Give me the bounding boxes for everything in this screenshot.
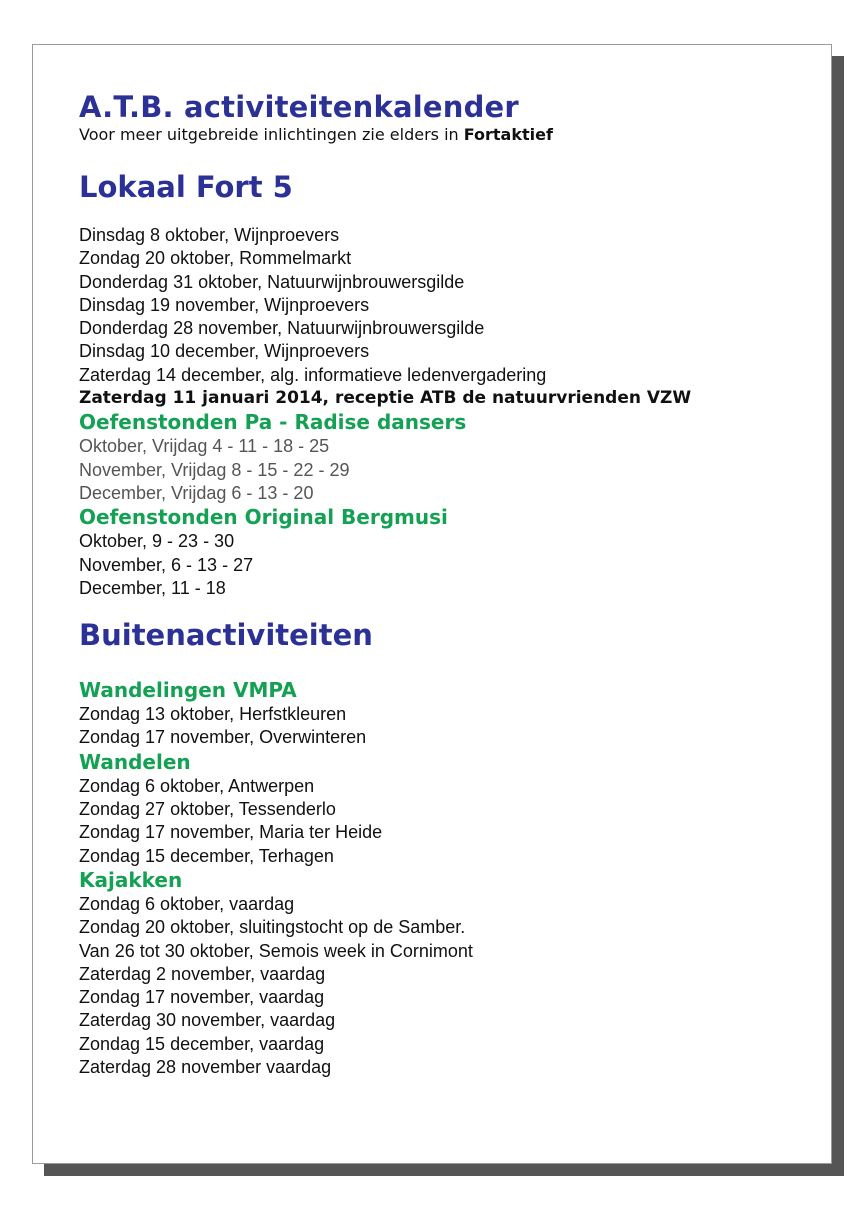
subheading-wandelen: Wandelen: [79, 749, 191, 774]
list-item: Zondag 20 oktober, Rommelmarkt: [79, 248, 352, 269]
list-item: Oktober, 9 - 23 - 30: [79, 531, 235, 552]
subheading-kajakken: Kajakken: [79, 867, 183, 892]
list-item: Zondag 20 oktober, sluitingstocht op de Samber.: [79, 917, 466, 938]
wandelen-list: [79, 775, 801, 868]
page-title: A.T.B. activiteitenkalender: [79, 90, 519, 124]
list-item: Dinsdag 10 december, Wijnproevers: [79, 341, 370, 362]
subheading-bergmusi: Oefenstonden Original Bergmusi: [79, 505, 448, 530]
document-page: [32, 44, 832, 1164]
radise-list: [79, 435, 801, 505]
subtitle: [79, 125, 801, 145]
list-item: Zaterdag 30 november, vaardag: [79, 1010, 336, 1031]
list-item: Donderdag 31 oktober, Natuurwijnbrouwersgilde: [79, 271, 465, 292]
list-item: Zaterdag 2 november, vaardag: [79, 963, 326, 984]
kajakken-list: [79, 893, 801, 1079]
highlight-item: Zaterdag 11 januari 2014, receptie ATB de natuurvrienden VZW: [79, 388, 692, 409]
subheading-vmpa: Wandelingen VMPA: [79, 678, 297, 703]
list-item: Oktober, Vrijdag 4 - 11 - 18 - 25: [79, 436, 330, 457]
list-item: Dinsdag 19 november, Wijnproevers: [79, 294, 370, 315]
list-item: Zondag 6 oktober, Antwerpen: [79, 775, 315, 796]
list-item: Zondag 17 november, vaardag: [79, 987, 325, 1008]
list-item: Zondag 15 december, Terhagen: [79, 845, 334, 866]
subtitle-publication: Fortaktief: [463, 125, 553, 144]
list-item: Zaterdag 14 december, alg. informatieve ledenvergadering: [79, 364, 547, 385]
page-content: [79, 89, 801, 1079]
list-item: Zaterdag 28 november vaardag: [79, 1057, 332, 1078]
bergmusi-list: [79, 530, 801, 600]
section-heading-buiten: Buitenactiviteiten: [79, 618, 373, 653]
list-item: Zondag 17 november, Maria ter Heide: [79, 822, 383, 843]
subheading-radise: Oefenstonden Pa - Radise dansers: [79, 410, 467, 435]
list-item: December, 11 - 18: [79, 577, 226, 598]
list-item: Zondag 27 oktober, Tessenderlo: [79, 799, 336, 820]
list-item: Zondag 17 november, Overwinteren: [79, 727, 367, 748]
list-item: Zondag 15 december, vaardag: [79, 1033, 325, 1054]
list-item: Van 26 tot 30 oktober, Semois week in Cornimont: [79, 940, 473, 961]
list-item: Dinsdag 8 oktober, Wijnproevers: [79, 225, 340, 245]
lokaal-list: [79, 224, 801, 410]
section-heading-lokaal: Lokaal Fort 5: [79, 170, 293, 204]
list-item: November, Vrijdag 8 - 15 - 22 - 29: [79, 459, 350, 480]
list-item: November, 6 - 13 - 27: [79, 554, 254, 575]
subtitle-text: Voor meer uitgebreide inlichtingen zie elders in: [79, 125, 464, 144]
list-item: Donderdag 28 november, Natuurwijnbrouwersgilde: [79, 318, 485, 339]
list-item: Zondag 6 oktober, vaardag: [79, 893, 295, 914]
list-item: Zondag 13 oktober, Herfstkleuren: [79, 704, 347, 725]
vmpa-list: [79, 703, 801, 750]
list-item: December, Vrijdag 6 - 13 - 20: [79, 482, 314, 503]
